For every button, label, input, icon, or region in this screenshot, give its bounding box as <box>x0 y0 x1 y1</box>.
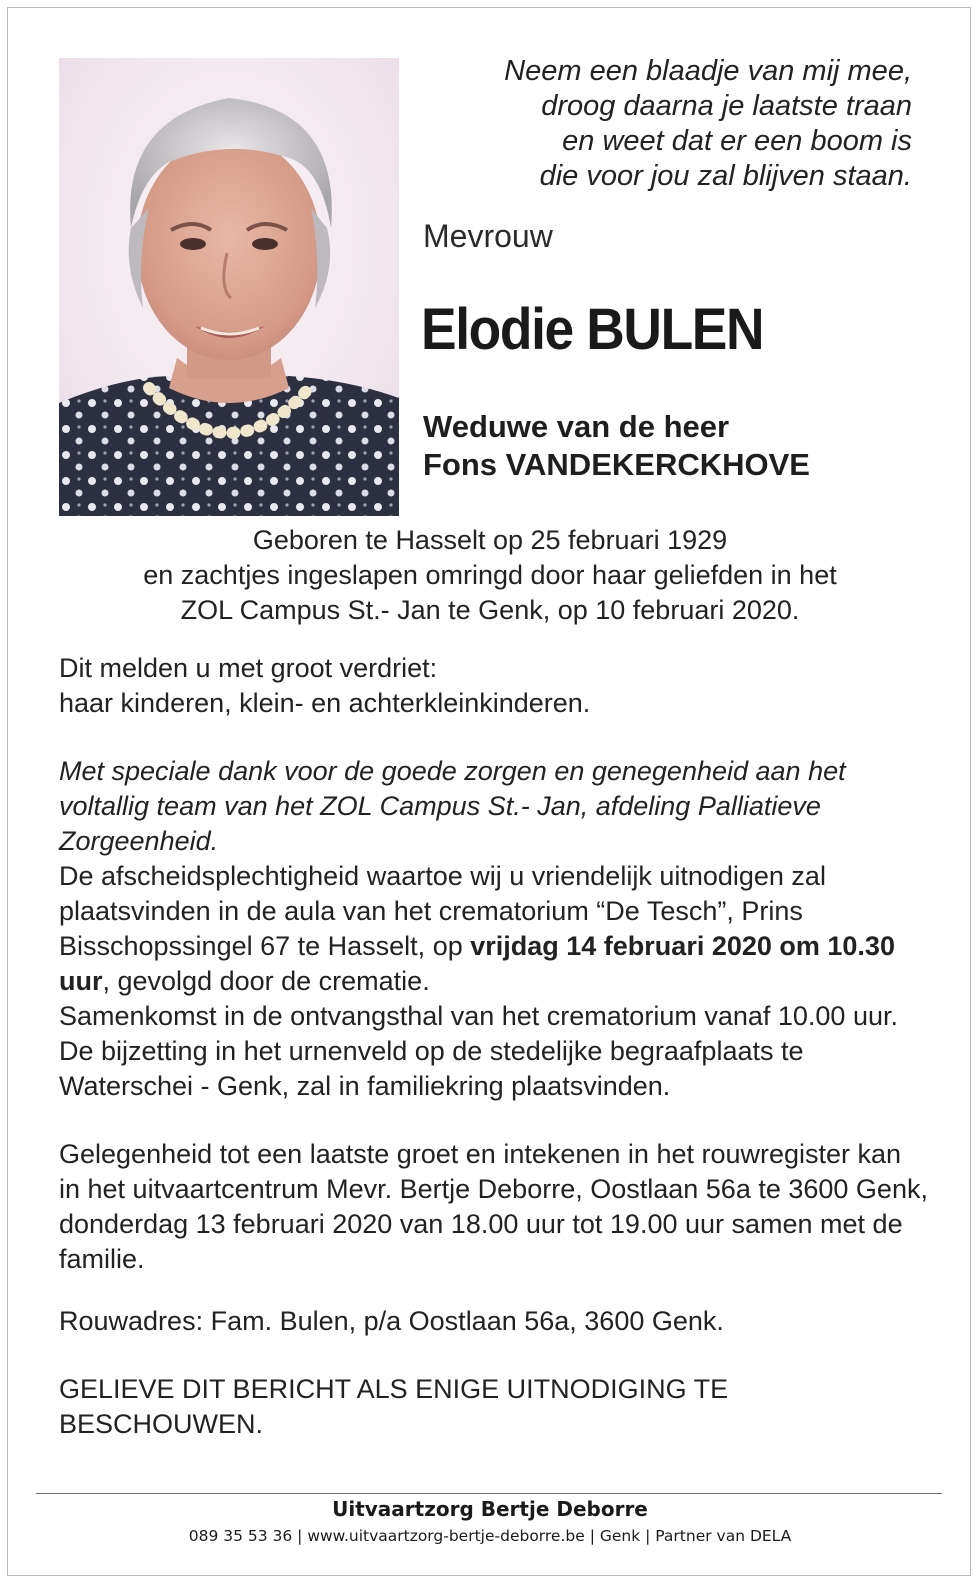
family-line: haar kinderen, klein- en achterkleinkinderen. <box>59 688 591 718</box>
poem-line: droog daarna je laatste traan <box>541 90 912 122</box>
ceremony-date: vrijdag 14 februari 2020 om 10.30 uur <box>59 931 895 996</box>
poem-line: en weet dat er een boom is <box>562 125 912 157</box>
visitation-paragraph: Gelegenheid tot een laatste groet en intekenen in het rouwregister kan in het uitvaartcentrum Mevr. Bertje Deborre, Oostlaan 56a te 3600 Genk, donderdag 13 februari 2020 van 18.00 uur tot 19.00 uur samen met de familie. <box>59 1139 928 1274</box>
birth-line: Geboren te Hasselt op 25 februari 1929 <box>252 525 728 555</box>
portrait-photo <box>59 58 399 516</box>
obituary-body <box>59 651 929 1442</box>
ceremony-paragraph <box>59 859 929 999</box>
passing-place-line: ZOL Campus St.- Jan te Genk, op 10 februari 2020. <box>180 595 800 625</box>
poem-line: Neem een blaadje van mij mee, <box>504 55 912 87</box>
invitation-notice: GELIEVE DIT BERICHT ALS ENIGE UITNODIGING TE BESCHOUWEN. <box>59 1374 729 1439</box>
burial-paragraph: De bijzetting in het urnenveld op de stedelijke begraafplaats te Waterschei - Genk, zal in familiekring plaatsvinden. <box>59 1036 804 1101</box>
funeral-home-name: Uitvaartzorg Bertje Deborre <box>332 1497 648 1521</box>
spouse-name: Fons VANDEKERCKHOVE <box>423 447 810 482</box>
ceremony-text: De afscheidsplechtigheid waartoe wij u vriendelijk uitnodigen zal plaatsvinden in de aula van het crematorium “De Tesch”, Prins Bisschopssingel 67 te Hasselt, op <box>59 861 826 961</box>
portrait-illustration <box>59 58 399 516</box>
obituary-card <box>7 7 971 1576</box>
ceremony-text-end: , gevolgd door de crematie. <box>102 966 430 996</box>
passing-line: en zachtjes ingeslapen omringd door haar geliefden in het <box>143 560 837 590</box>
announce-line: Dit melden u met groot verdriet: <box>59 653 438 683</box>
gathering-paragraph: Samenkomst in de ontvangsthal van het crematorium vanaf 10.00 uur. <box>59 1001 898 1031</box>
birth-death-info <box>8 523 972 628</box>
poem-line: die voor jou zal blijven staan. <box>539 160 912 192</box>
funeral-home-contact: 089 35 53 36 | www.uitvaartzorg-bertje-deborre.be | Genk | Partner van DELA <box>188 1527 792 1545</box>
widow-of <box>423 408 810 484</box>
deceased-name: Elodie BULEN <box>421 297 764 362</box>
thanks-paragraph: Met speciale dank voor de goede zorgen en genegenheid aan het voltallig team van het ZOL Campus St.- Jan, afdeling Palliatieve Zorgeenheid. <box>59 756 846 856</box>
mourning-address: Rouwadres: Fam. Bulen, p/a Oostlaan 56a, 3600 Genk. <box>59 1306 724 1336</box>
honorific: Mevrouw <box>423 218 553 254</box>
footer-divider <box>36 1493 942 1494</box>
widow-line: Weduwe van de heer <box>423 409 730 444</box>
poem <box>504 54 912 194</box>
